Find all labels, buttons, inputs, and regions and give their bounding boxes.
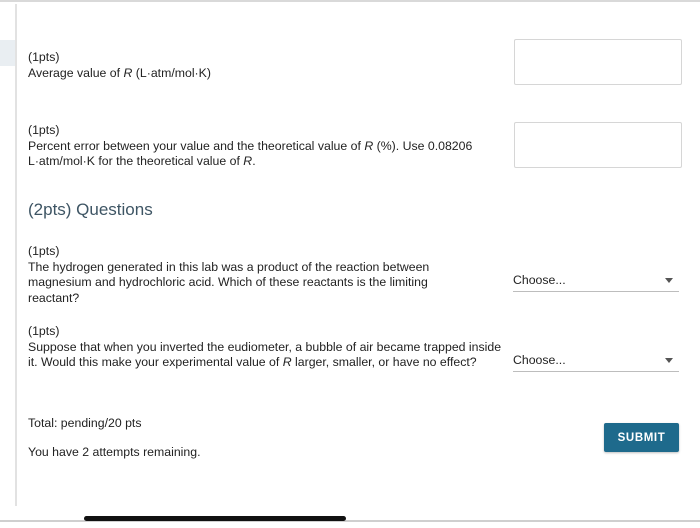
- attempts-remaining: You have 2 attempts remaining.: [28, 445, 201, 459]
- chevron-down-icon: [665, 358, 673, 363]
- limiting-reactant-select[interactable]: [513, 273, 679, 292]
- select-value: Choose...: [513, 273, 566, 287]
- question-percent-error: [28, 123, 506, 170]
- top-divider: [0, 0, 700, 2]
- question-points: (1pts): [28, 123, 60, 137]
- question-text: Suppose that when you inverted the eudiometer, a bubble of air became trapped inside it. Would this make your experimental value of R larger, smaller, or have no effect?: [28, 339, 502, 370]
- submit-button[interactable]: SUBMIT: [604, 423, 679, 452]
- question-points: (1pts): [28, 50, 60, 64]
- select-value: Choose...: [513, 353, 566, 367]
- question-points: (1pts): [28, 324, 60, 338]
- question-air-bubble: [28, 324, 506, 371]
- total-score: Total: pending/20 pts: [28, 416, 142, 430]
- question-text: Average value of R (L·atm/mol·K): [28, 65, 211, 80]
- average-r-input[interactable]: [514, 39, 682, 85]
- question-text: The hydrogen generated in this lab was a product of the reaction between magnesium and hydrochloric acid. Which of these reactants is the limiting reactant?: [28, 259, 430, 305]
- question-limiting-reactant: [28, 244, 478, 306]
- percent-error-input[interactable]: [514, 122, 682, 168]
- air-bubble-select[interactable]: [513, 353, 679, 372]
- question-average-r: [28, 50, 498, 81]
- chevron-down-icon: [665, 278, 673, 283]
- question-text: Percent error between your value and the theoretical value of R (%). Use 0.08206 L·atm/mol·K for the theoretical value of R.: [28, 138, 473, 169]
- left-tab-marker: [0, 40, 16, 66]
- section-title: (2pts) Questions: [28, 200, 153, 219]
- home-indicator: [84, 516, 346, 521]
- question-points: (1pts): [28, 244, 60, 258]
- left-border: [15, 4, 17, 506]
